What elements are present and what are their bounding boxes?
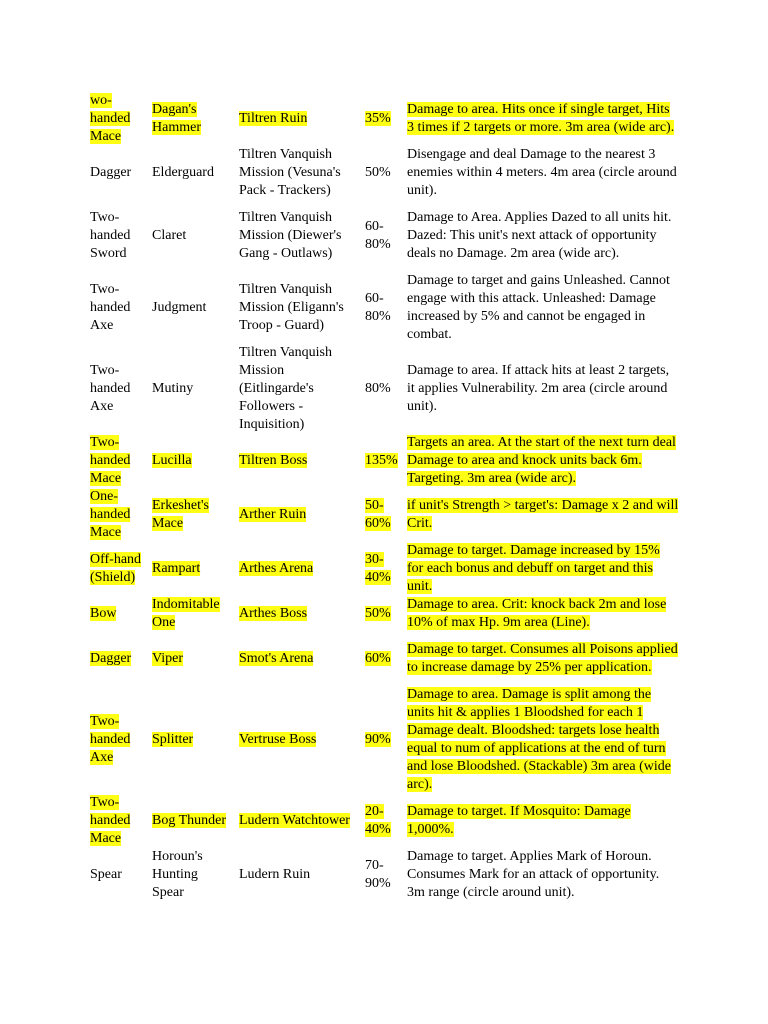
table-row (88, 92, 681, 146)
damage-percent-text: 60- 80% (365, 219, 391, 252)
location-cell (237, 92, 363, 146)
description-cell (405, 596, 681, 632)
location-text: Tiltren Vanquish Mission (Diewer's Gang - Outlaws) (239, 210, 342, 261)
location-cell (237, 272, 363, 344)
location-text: Tiltren Vanquish Mission (Eligann's Troop - Guard) (239, 282, 344, 333)
location-cell (237, 686, 363, 794)
weapon-type-cell (88, 686, 150, 794)
damage-percent-cell (363, 632, 405, 686)
damage-percent-cell (363, 542, 405, 596)
weapon-name-text: Splitter (152, 732, 194, 747)
description-text: if unit's Strength > target's: Damage x 2 and will Crit. (407, 498, 679, 531)
location-cell (237, 434, 363, 488)
weapon-name-text: Horoun's Hunting Spear (152, 849, 203, 900)
weapon-type-text: Two- handed Axe (90, 714, 131, 765)
description-cell (405, 434, 681, 488)
description-text: Damage to target and gains Unleashed. Cannot engage with this attack. Unleashed: Damage increased by 5% and cannot be engaged in combat. (407, 273, 670, 342)
location-text: Tiltren Ruin (239, 111, 308, 126)
location-cell (237, 488, 363, 542)
description-cell (405, 488, 681, 542)
weapon-name-text: Rampart (152, 561, 201, 576)
weapon-type-cell (88, 542, 150, 596)
description-text: Disengage and deal Damage to the nearest 3 enemies within 4 meters. 4m area (circle around unit). (407, 147, 677, 198)
weapon-name-cell (150, 542, 237, 596)
damage-percent-cell (363, 344, 405, 434)
damage-percent-text: 80% (365, 381, 391, 396)
description-cell (405, 200, 681, 272)
weapon-name-text: Dagan's Hammer (152, 102, 201, 135)
table-row (88, 272, 681, 344)
table-row (88, 686, 681, 794)
weapon-name-text: Elderguard (152, 165, 214, 180)
table-row (88, 344, 681, 434)
weapon-type-text: Dagger (90, 165, 132, 180)
location-text: Ludern Ruin (239, 867, 311, 882)
damage-percent-cell (363, 146, 405, 200)
weapon-type-cell (88, 344, 150, 434)
weapon-type-text: One- handed Mace (90, 489, 131, 540)
damage-percent-text: 90% (365, 732, 391, 747)
weapon-type-text: Bow (90, 606, 117, 621)
location-text: Arther Ruin (239, 507, 307, 522)
location-cell (237, 146, 363, 200)
weapon-name-cell (150, 848, 237, 902)
description-text: Damage to target. Consumes all Poisons applied to increase damage by 25% per application. (407, 642, 678, 675)
location-cell (237, 344, 363, 434)
weapon-type-cell (88, 488, 150, 542)
weapon-type-text: Two- handed Axe (90, 363, 131, 414)
description-text: Damage to Area. Applies Dazed to all units hit. Dazed: This unit's next attack of opportunity deals no Damage. 2m area (wide arc). (407, 210, 672, 261)
damage-percent-text: 50% (365, 165, 391, 180)
weapon-name-text: Lucilla (152, 453, 192, 468)
table-row (88, 596, 681, 632)
weapon-name-text: Viper (152, 651, 184, 666)
weapon-type-cell (88, 200, 150, 272)
location-text: Vertruse Boss (239, 732, 317, 747)
table-row (88, 542, 681, 596)
weapon-type-cell (88, 434, 150, 488)
location-cell (237, 632, 363, 686)
weapon-name-text: Indomitable One (152, 597, 220, 630)
damage-percent-cell (363, 272, 405, 344)
damage-percent-cell (363, 200, 405, 272)
weapon-type-cell (88, 596, 150, 632)
weapon-name-cell (150, 596, 237, 632)
description-text: Damage to target. If Mosquito: Damage 1,000%. (407, 804, 631, 837)
damage-percent-cell (363, 596, 405, 632)
table-row (88, 632, 681, 686)
weapon-name-cell (150, 146, 237, 200)
weapon-name-text: Judgment (152, 300, 207, 315)
weapon-type-cell (88, 92, 150, 146)
location-text: Arthes Boss (239, 606, 308, 621)
description-text: Targets an area. At the start of the next turn deal Damage to area and knock units back 6m. Targeting. 3m area (wide arc). (407, 435, 676, 486)
damage-percent-cell (363, 488, 405, 542)
weapons-table-body (88, 92, 681, 902)
location-cell (237, 596, 363, 632)
weapon-name-cell (150, 92, 237, 146)
location-cell (237, 200, 363, 272)
description-cell (405, 632, 681, 686)
weapon-type-text: Off-hand (Shield) (90, 552, 142, 585)
weapon-name-cell (150, 272, 237, 344)
weapon-type-cell (88, 848, 150, 902)
description-cell (405, 686, 681, 794)
weapon-type-cell (88, 794, 150, 848)
description-cell (405, 794, 681, 848)
weapon-name-cell (150, 686, 237, 794)
location-text: Ludern Watchtower (239, 813, 350, 828)
description-text: Damage to area. Crit: knock back 2m and lose 10% of max Hp. 9m area (Line). (407, 597, 667, 630)
location-cell (237, 794, 363, 848)
table-row (88, 794, 681, 848)
damage-percent-text: 135% (365, 453, 398, 468)
damage-percent-cell (363, 794, 405, 848)
damage-percent-text: 70- 90% (365, 858, 391, 891)
weapon-type-text: Two- handed Mace (90, 435, 131, 486)
location-text: Tiltren Vanquish Mission (Vesuna's Pack - Trackers) (239, 147, 341, 198)
weapon-name-cell (150, 200, 237, 272)
damage-percent-cell (363, 848, 405, 902)
table-row (88, 146, 681, 200)
location-text: Tiltren Vanquish Mission (Eitlingarde's Followers - Inquisition) (239, 345, 332, 432)
damage-percent-cell (363, 434, 405, 488)
weapon-name-cell (150, 434, 237, 488)
weapon-type-cell (88, 632, 150, 686)
weapon-name-text: Erkeshet's Mace (152, 498, 209, 531)
description-cell (405, 344, 681, 434)
description-text: Damage to area. Hits once if single target, Hits 3 times if 2 targets or more. 3m area (wide arc). (407, 102, 675, 135)
damage-percent-cell (363, 686, 405, 794)
damage-percent-text: 50- 60% (365, 498, 391, 531)
damage-percent-text: 30- 40% (365, 552, 391, 585)
description-text: Damage to area. Damage is split among the units hit & applies 1 Bloodshed for each 1 Damage dealt. Bloodshed: targets lose health equal to num of applications at the end of turn and lose Bloodshed. (Stackable) 3m area (wide arc). (407, 687, 671, 792)
damage-percent-text: 20- 40% (365, 804, 391, 837)
weapon-type-text: Two- handed Axe (90, 282, 131, 333)
damage-percent-text: 50% (365, 606, 391, 621)
weapon-name-text: Claret (152, 228, 187, 243)
table-row (88, 434, 681, 488)
description-text: Damage to area. If attack hits at least 2 targets, it applies Vulnerability. 2m area (circle around unit). (407, 363, 670, 414)
description-cell (405, 92, 681, 146)
location-cell (237, 848, 363, 902)
damage-percent-text: 35% (365, 111, 391, 126)
weapon-type-text: Two- handed Mace (90, 795, 131, 846)
damage-percent-text: 60% (365, 651, 391, 666)
weapon-type-text: wo- handed Mace (90, 93, 131, 144)
weapon-name-cell (150, 344, 237, 434)
weapon-type-text: Spear (90, 867, 122, 882)
description-cell (405, 146, 681, 200)
damage-percent-cell (363, 92, 405, 146)
description-cell (405, 272, 681, 344)
weapon-type-cell (88, 146, 150, 200)
weapons-table (88, 92, 681, 902)
table-row (88, 848, 681, 902)
damage-percent-text: 60- 80% (365, 291, 391, 324)
description-cell (405, 848, 681, 902)
weapon-name-cell (150, 794, 237, 848)
location-cell (237, 542, 363, 596)
description-text: Damage to target. Applies Mark of Horoun. Consumes Mark for an attack of opportunity. 3m range (circle around unit). (407, 849, 660, 900)
weapon-type-cell (88, 272, 150, 344)
description-text: Damage to target. Damage increased by 15% for each bonus and debuff on target and this unit. (407, 543, 660, 594)
weapon-name-cell (150, 488, 237, 542)
location-text: Tiltren Boss (239, 453, 308, 468)
weapon-name-text: Mutiny (152, 381, 194, 396)
weapon-name-text: Bog Thunder (152, 813, 227, 828)
table-row (88, 200, 681, 272)
description-cell (405, 542, 681, 596)
location-text: Arthes Arena (239, 561, 314, 576)
table-row (88, 488, 681, 542)
weapon-type-text: Dagger (90, 651, 132, 666)
weapon-type-text: Two- handed Sword (90, 210, 131, 261)
weapon-name-cell (150, 632, 237, 686)
location-text: Smot's Arena (239, 651, 314, 666)
